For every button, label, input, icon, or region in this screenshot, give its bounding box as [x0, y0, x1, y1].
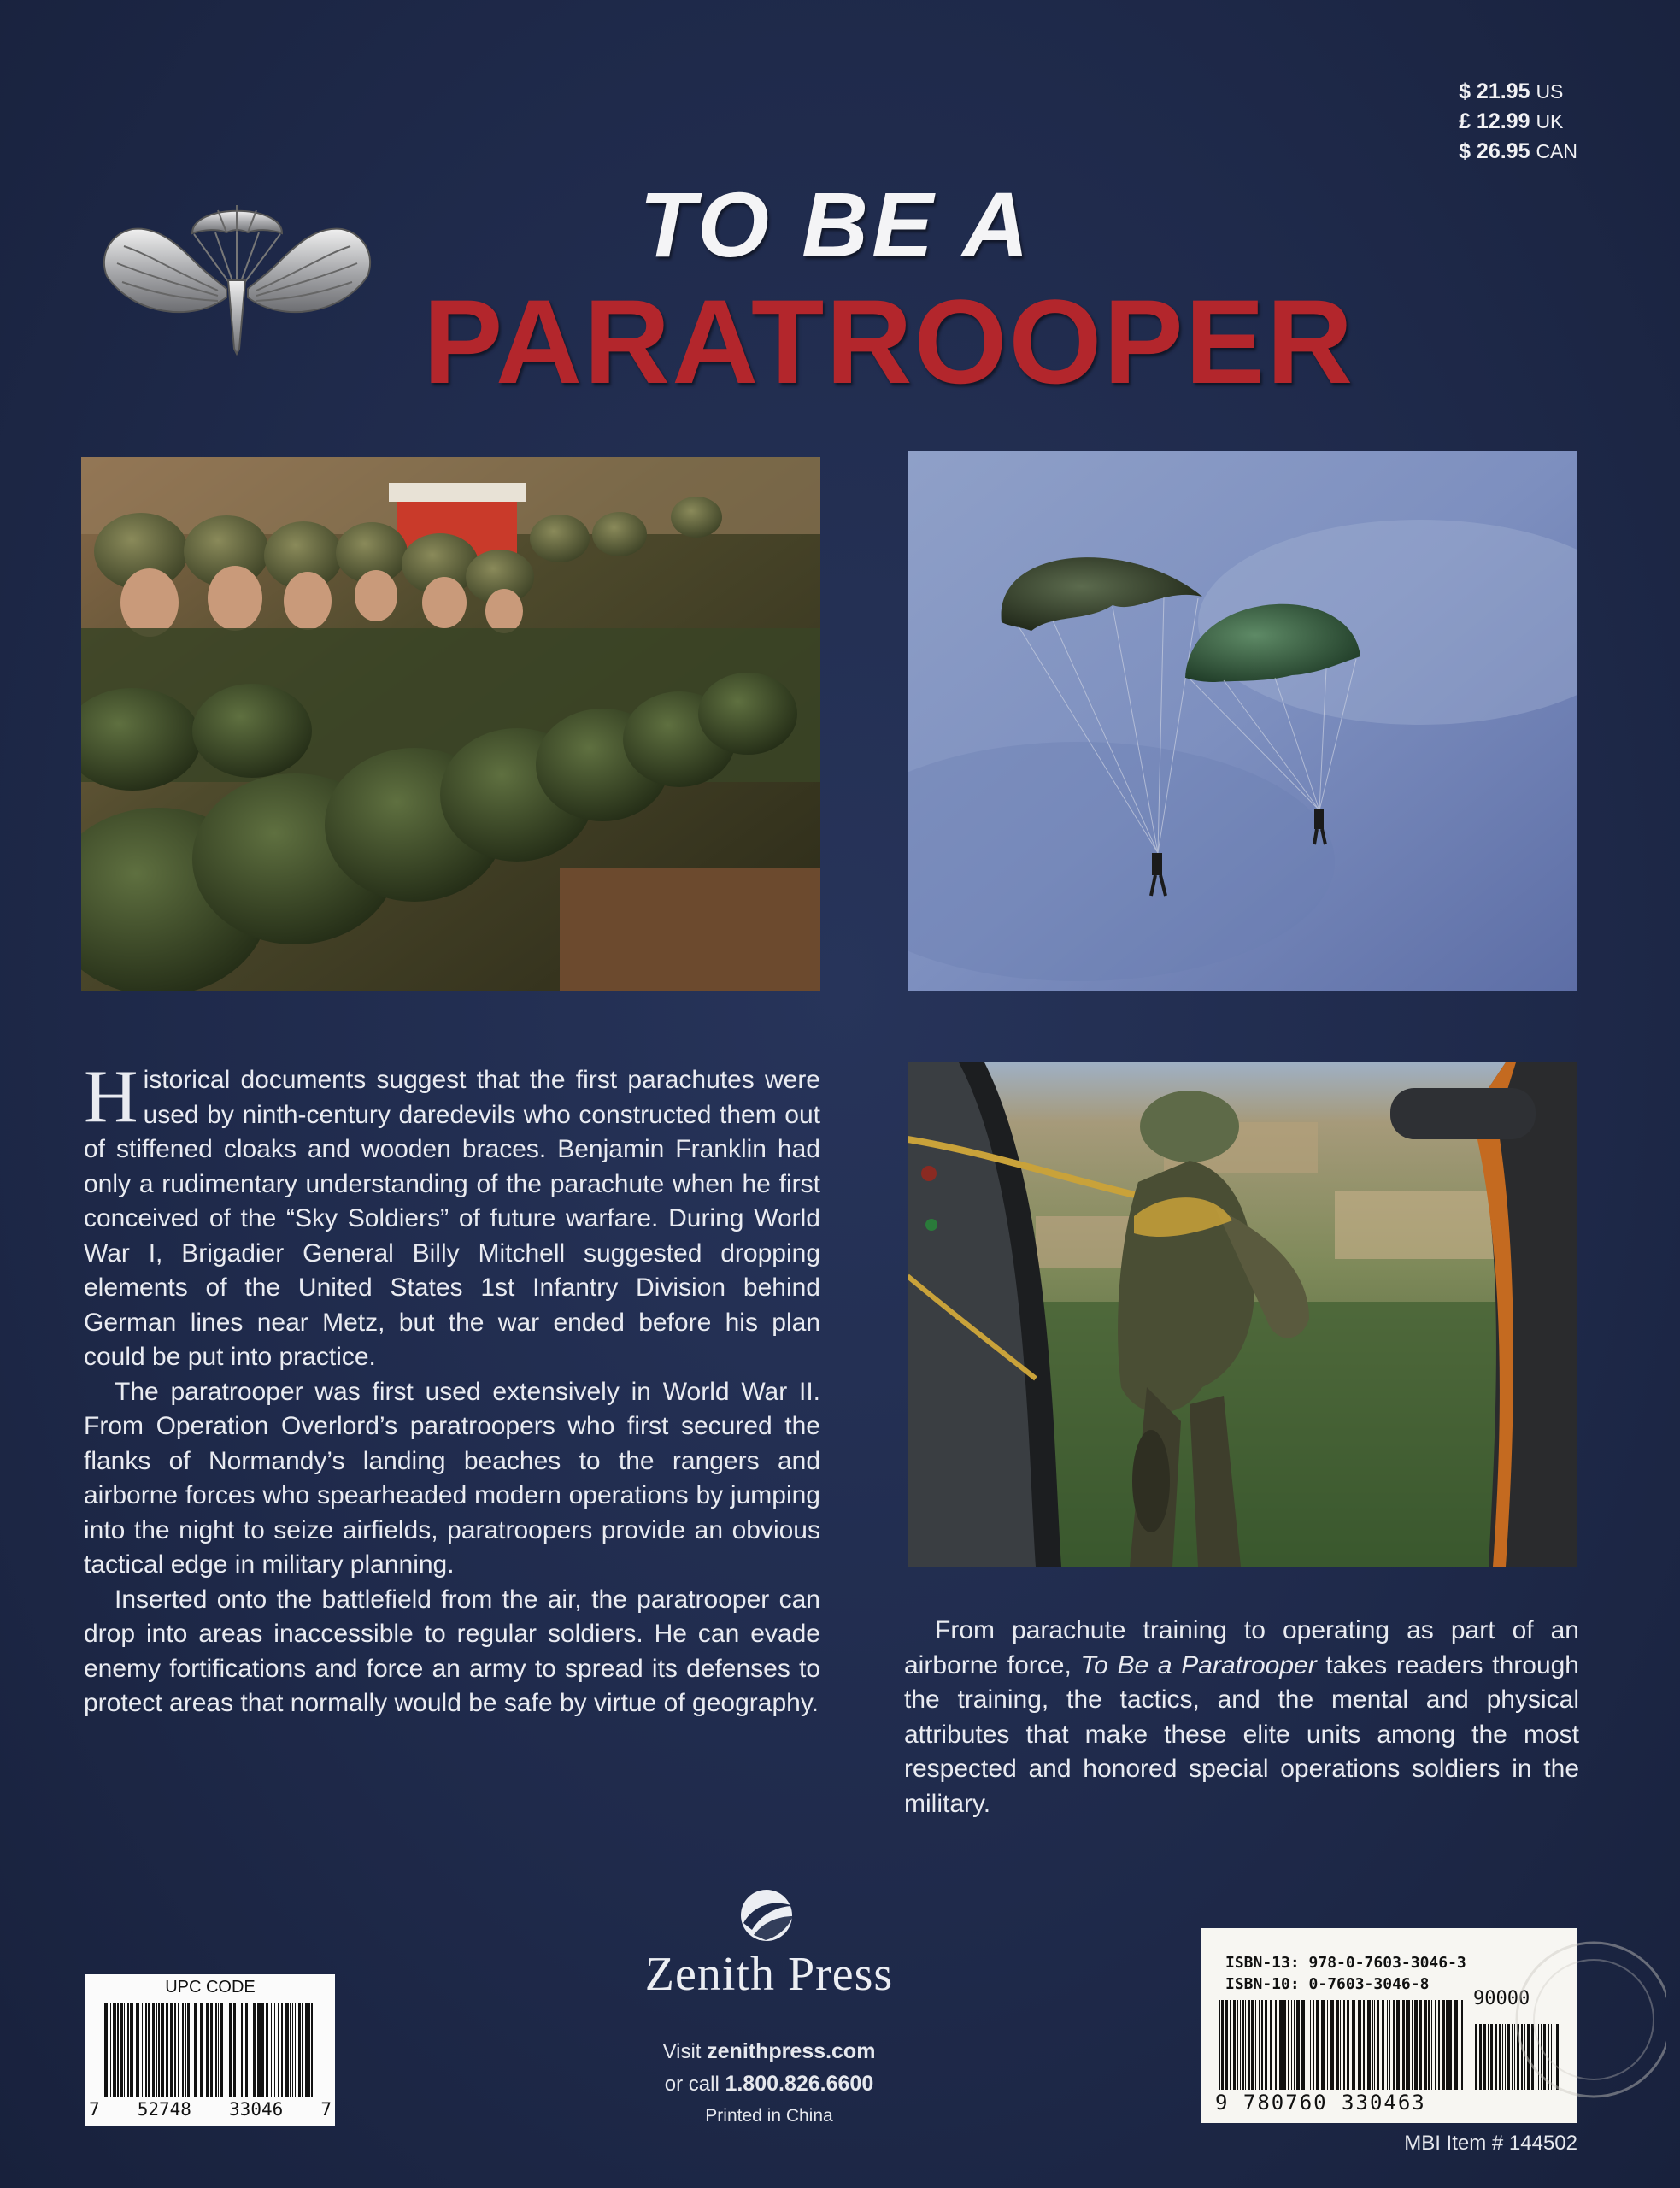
price-us: $ 21.95 US — [1459, 79, 1564, 103]
paragraph-summary: From parachute training to operating as part of an airborne force, To Be a Paratrooper takes readers through the training, the tactics, and the mental and physical attributes that make these elite units among the most respected and honored special operations soldiers in the military. — [904, 1616, 1579, 1818]
upc-bars-icon — [104, 2003, 316, 2097]
price-uk: £ 12.99 UK — [1459, 109, 1564, 133]
printed-in: Printed in China — [705, 2106, 833, 2126]
zenith-logo-icon — [737, 1887, 796, 1944]
paragraph-1: Historical documents suggest that the first parachutes were used by ninth-century daredevils who constructed them out of stiffened cloaks and wooden braces. Benjamin Franklin had only a rudimentary understanding of the parachute when he first conceived of the “Sky Soldiers” of future warfare. During World War I, Brigadier General Billy Mitchell suggested dropping elements of the United States 1st Infantry Division behind German lines near Metz, but the war ended before his plan could be put into practice. — [84, 1056, 820, 1371]
isbn-13: ISBN-13: 978-0-7603-3046-3 — [1225, 1954, 1466, 1972]
upc-barcode — [85, 1974, 335, 2126]
title-line-1: TO BE A — [639, 173, 1033, 276]
description-right-column — [904, 1614, 1579, 1821]
paragraph-2: The paratrooper was first used extensively in World War II. From Operation Overlord’s paratroopers who first secured the flanks of Normandy’s landing beaches to the rangers and airborne forces who spearheaded modern operations by jumping into the night to seize airfields, paratroopers provide an obvious tactical edge in military planning. — [84, 1377, 820, 1579]
isbn-10: ISBN-10: 0-7603-3046-8 — [1225, 1975, 1430, 1993]
website-link[interactable]: zenithpress.com — [707, 2039, 876, 2063]
publisher-name: Zenith Press — [644, 1948, 894, 2001]
parachutist-badge-icon — [98, 195, 376, 357]
price-list — [1459, 77, 1577, 167]
photo-jumper-aircraft-door — [908, 1062, 1577, 1567]
bookseller-stamp-icon — [1504, 1930, 1666, 2109]
title-line-2: PARATROOPER — [423, 274, 1355, 409]
phone-number: 1.800.826.6600 — [725, 2072, 874, 2096]
price-can: $ 26.95 CAN — [1459, 139, 1577, 163]
mbi-item-number: MBI Item # 144502 — [1404, 2132, 1577, 2155]
upc-label: UPC CODE — [165, 1978, 256, 1997]
drop-cap: H — [84, 1056, 138, 1138]
photo-seated-paratroopers — [81, 457, 820, 991]
publisher-contact: Visit zenithpress.com or call 1.800.826.6600 Printed in China — [598, 2036, 940, 2132]
book-title-italic: To Be a Paratrooper — [1080, 1650, 1317, 1679]
paragraph-3: Inserted onto the battlefield from the air, the paratrooper can drop into areas inaccessible to regular soldiers. He can evade enemy fortifications and force an army to spread its defenses to protect areas that normally would be safe by virtue of geography. — [84, 1585, 820, 1717]
isbn-digits: 9 780760 330463 — [1215, 2091, 1426, 2114]
photo-parachutes-sky — [908, 451, 1577, 991]
description-left-column — [84, 1056, 820, 1721]
isbn-price-code: 90000 — [1473, 1988, 1530, 2009]
upc-digits: 7 52748 33046 7 — [89, 2099, 332, 2120]
